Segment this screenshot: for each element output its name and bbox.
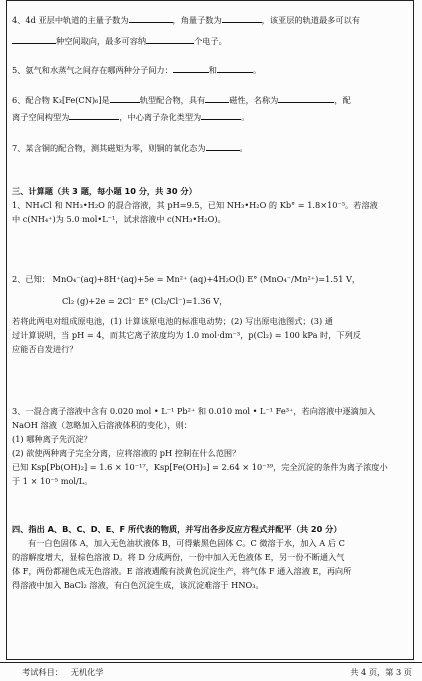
blank[interactable] <box>69 109 119 120</box>
calc-2: 2、已知： MnO₄⁻(aq)+8H⁺(aq)+5e = Mn²⁺ (aq)+4H₂O(l) E° (MnO₄⁻/Mn²⁺)=1.51 V， Cl₂ (g)+2e = 2Cl⁻ E° (Cl₂/Cl⁻)=1.36 V， 若将此两电对组成原电池，(1) 计算该原电池的标准电动势；(2) 写出原电池图式；(3) 通 过计算说明，当 pH = 4，而其它离子浓度均为 1.0 mol·dm⁻³，p(Cl₂) = 100 kPa 时，下列反 应能否自发进行？ <box>12 274 361 354</box>
blank[interactable] <box>201 109 241 120</box>
calc-1: 1、NH₄Cl 和 NH₃•H₂O 的混合溶液，其 pH=9.5，已知 NH₃•H₂O 的 Kb° = 1.8×10⁻⁵。若溶液 <box>12 200 378 210</box>
page-number: 共 4 页，第 3 页 <box>350 667 412 677</box>
blank[interactable] <box>129 12 173 23</box>
blank[interactable] <box>217 62 253 73</box>
blank[interactable] <box>12 33 56 44</box>
page-footer <box>22 667 412 678</box>
section-title: 三、计算题（共 3 题，每小题 10 分，共 30 分） <box>12 186 197 196</box>
section-4: 四、指出 A、B、C、D、E、F 所代表的物质，并写出各步反应方程式并配平（共 20 分） 有一白色固体 A，加入无色油状液体 B，可得紫黑色固体 C。C 微溶于水，加入 A 后 C 的溶解度增大，显棕色溶液 D。将 D 分成两份，一份中加入无色液体 E，另一份不断通入气 体 F，两份都褪色成无色溶液。E 溶液遇酸有淡黄色沉淀生产，将气体 F 通入溶液 E，再向所 得溶液中加入 BaCl₂ 溶液，有白色沉淀生成，该沉淀难溶于 HNO₃。 <box>12 522 410 592</box>
subject-info: 考试科目： 无机化学 <box>22 667 104 677</box>
blank[interactable] <box>278 92 334 103</box>
question-5: 5、氨气和水蒸气之间存在哪两种分子间力： 和 。 <box>12 62 410 77</box>
question-6: 6、配合物 K₃[Fe(CN)₆]是 轨型配合物，具有 磁性，名称为 ，配 离子空间构型为 ，中心离子杂化类型为 。 <box>12 92 410 124</box>
calc-3: 3、一混合离子溶液中含有 0.020 mol • L⁻¹ Pb²⁺ 和 0.010 mol • L⁻¹ Fe³⁺，若向溶液中逐滴加入 NaOH 溶液（忽略加入后溶液体积的变化），则： (1) 哪种离子先沉淀？ (2) 欲使两种离子完全分离，应将溶液的 pH 控制在什么范围？ 已知 Ksp[Pb(OH)₂] = 1.6 × 10⁻¹⁷，Ksp[Fe(OH)₃] = 2.64 × 10⁻³⁹，完全沉淀的条件为离子浓度小 于 1 × 10⁻⁵ mol/L。 <box>12 406 388 486</box>
section-3: 三、计算题（共 3 题，每小题 10 分，共 30 分） 1、NH₄Cl 和 NH₃•H₂O 的混合溶液，其 pH=9.5，已知 NH₃•H₂O 的 Kb° = 1.8×10⁻⁵。若溶液 中 c(NH₄⁺)为 5.0 mol•L⁻¹，试求溶液中 c(NH₃•H₂O)。 <box>12 184 410 226</box>
section-title: 四、指出 A、B、C、D、E、F 所代表的物质，并写出各步反应方程式并配平（共 20 分） <box>12 524 342 534</box>
question-4: 4、4d 亚层中轨道的主量子数为 ，角量子数为 ，该亚层的轨道最多可以有 种空间取向，最多可容纳 个电子。 <box>12 12 410 48</box>
blank[interactable] <box>205 92 229 103</box>
blank[interactable] <box>110 92 140 103</box>
blank[interactable] <box>222 12 262 23</box>
blank[interactable] <box>206 140 240 151</box>
footer-divider <box>0 662 422 663</box>
blank[interactable] <box>146 33 194 44</box>
blank[interactable] <box>173 62 209 73</box>
question-7: 7、某含铜的配合物，测其磁矩为零，则铜的氧化态为 。 <box>12 140 410 155</box>
